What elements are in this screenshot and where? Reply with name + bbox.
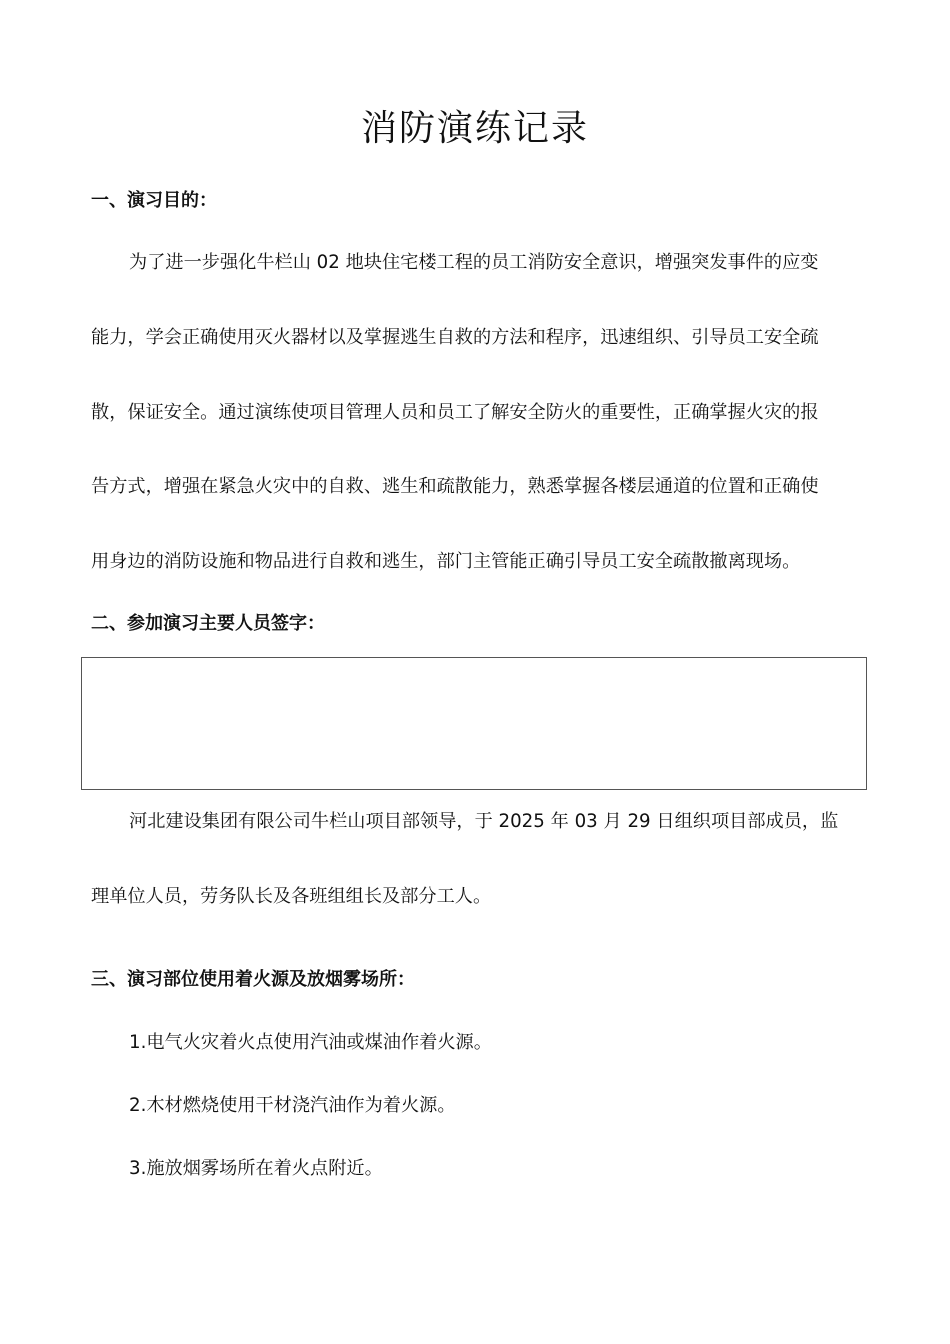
list-item: 1.电气火灾着火点使用汽油或煤油作着火源。 <box>129 1032 492 1053</box>
section1-line: 为了进一步强化牛栏山 02 地块住宅楼工程的员工消防安全意识，增强突发事件的应变 <box>129 252 819 273</box>
section1-line: 能力，学会正确使用灭火器材以及掌握逃生自救的方法和程序，迅速组织、引导员工安全疏 <box>91 327 819 348</box>
signature-box[interactable] <box>81 657 867 790</box>
section1-line: 用身边的消防设施和物品进行自救和逃生，部门主管能正确引导员工安全疏散撤离现场。 <box>91 551 801 572</box>
section2-line: 河北建设集团有限公司牛栏山项目部领导，于 2025 年 03 月 29 日组织项目部成员，监 <box>129 811 839 832</box>
section1-heading: 一、演习目的： <box>91 190 217 211</box>
list-item: 2.木材燃烧使用干材浇汽油作为着火源。 <box>129 1095 456 1116</box>
section1-line: 散，保证安全。通过演练使项目管理人员和员工了解安全防火的重要性，正确掌握火灾的报 <box>91 402 819 423</box>
list-item: 3.施放烟雾场所在着火点附近。 <box>129 1158 383 1179</box>
section2-heading: 二、参加演习主要人员签字： <box>91 613 325 634</box>
section2-line: 理单位人员，劳务队长及各班组组长及部分工人。 <box>91 886 492 907</box>
section1-line: 告方式，增强在紧急火灾中的自救、逃生和疏散能力，熟悉掌握各楼层通道的位置和正确使 <box>91 476 819 497</box>
document-title: 消防演练记录 <box>360 108 589 149</box>
section3-heading: 三、演习部位使用着火源及放烟雾场所： <box>91 969 415 990</box>
